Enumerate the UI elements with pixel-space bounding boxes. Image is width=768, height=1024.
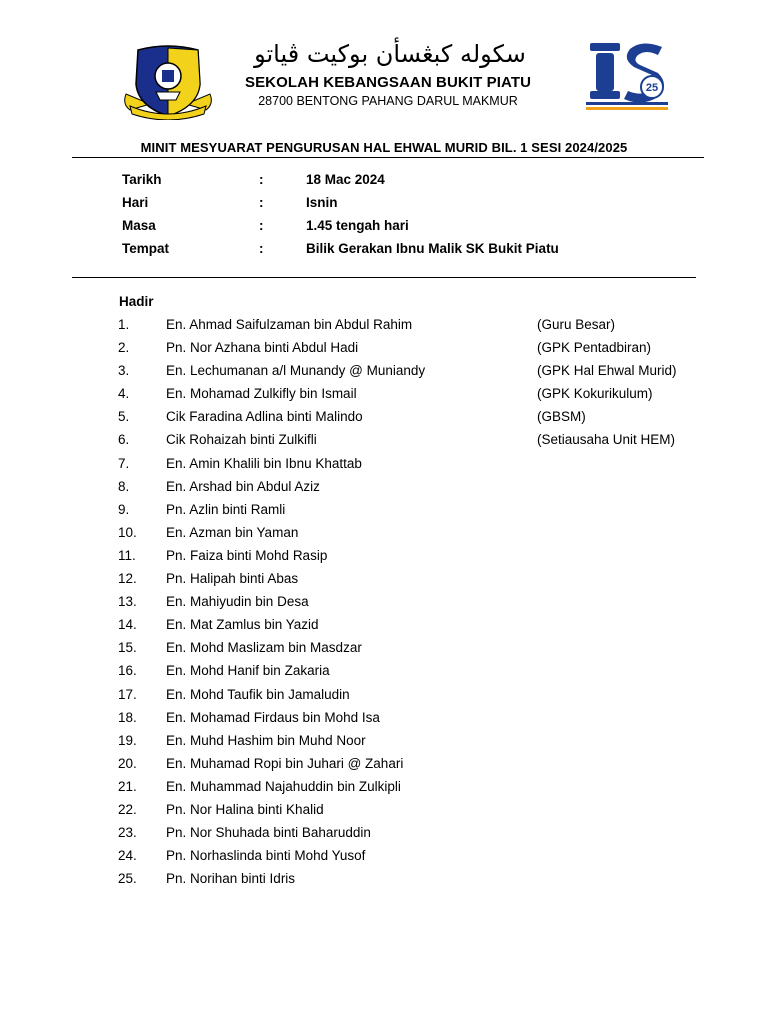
- attendee-name: Pn. Nor Shuhada binti Baharuddin: [166, 825, 371, 841]
- info-value: 1.45 tengah hari: [306, 218, 409, 233]
- attendee-number: 18.: [118, 709, 137, 725]
- attendee-name: En. Arshad bin Abdul Aziz: [166, 478, 320, 494]
- attendee-row: [0, 385, 768, 408]
- attendee-row: [0, 732, 768, 755]
- attendee-row: [0, 686, 768, 709]
- attendee-number: 15.: [118, 640, 137, 656]
- attendee-name: En. Mohd Maslizam bin Masdzar: [166, 640, 362, 656]
- info-colon: :: [259, 172, 264, 187]
- attendee-row: [0, 547, 768, 570]
- attendee-role: (GBSM): [537, 409, 586, 425]
- attendee-number: 16.: [118, 663, 137, 679]
- attendee-row: [0, 431, 768, 454]
- info-label: Hari: [122, 195, 149, 210]
- document-title: MINIT MESYUARAT PENGURUSAN HAL EHWAL MURID BIL. 1 SESI 2024/2025: [140, 140, 628, 155]
- attendee-role: (Guru Besar): [537, 317, 616, 332]
- attendee-number: 9.: [118, 501, 130, 517]
- info-label: Masa: [122, 218, 156, 233]
- attendee-row: [0, 362, 768, 385]
- attendee-name: En. Ahmad Saifulzaman bin Abdul Rahim: [166, 317, 413, 332]
- attendee-row: [0, 616, 768, 639]
- attendee-name: En. Mohamad Zulkifly bin Ismail: [166, 386, 357, 402]
- ts25-program-logo: [584, 41, 670, 111]
- attendee-name: Pn. Azlin binti Ramli: [166, 501, 286, 517]
- attendee-number: 14.: [118, 617, 137, 633]
- attendee-name: En. Azman bin Yaman: [166, 524, 299, 540]
- attendee-row: [0, 801, 768, 824]
- attendee-row: [0, 709, 768, 732]
- school-address: 28700 BENTONG PAHANG DARUL MAKMUR: [258, 94, 518, 108]
- info-colon: :: [259, 195, 264, 210]
- attendee-name: Pn. Nor Azhana binti Abdul Hadi: [166, 340, 359, 356]
- attendee-number: 5.: [118, 409, 130, 425]
- attendee-role: (GPK Hal Ehwal Murid): [537, 363, 677, 379]
- attendee-name: En. Muhammad Najahuddin bin Zulkipli: [166, 778, 401, 794]
- info-value: Isnin: [306, 195, 338, 210]
- attendee-number: 21.: [118, 778, 137, 794]
- attendee-row: [0, 593, 768, 616]
- school-crest-logo: [120, 44, 216, 120]
- attendee-row: [0, 662, 768, 685]
- attendee-row: [0, 316, 768, 339]
- attendee-name: En. Muhamad Ropi bin Juhari @ Zahari: [166, 755, 404, 771]
- attendee-name: En. Mahiyudin bin Desa: [166, 594, 309, 610]
- attendee-row: [0, 408, 768, 431]
- attendee-role: (Setiausaha Unit HEM): [537, 432, 676, 448]
- school-name-jawi: سكوله كبڠسأن بوكيت ڤياتو: [254, 40, 526, 68]
- ts25-logo-text: 25: [645, 82, 659, 94]
- attendee-row: [0, 455, 768, 478]
- attendee-name: Pn. Faiza binti Mohd Rasip: [166, 547, 328, 563]
- info-colon: :: [259, 241, 264, 256]
- title-divider: [72, 157, 704, 158]
- attendee-number: 6.: [118, 432, 130, 448]
- info-label: Tempat: [122, 241, 170, 256]
- attendee-number: 10.: [118, 524, 137, 540]
- attendee-name: Pn. Nor Halina binti Khalid: [166, 801, 324, 817]
- attendee-name: Pn. Norihan binti Idris: [166, 871, 296, 887]
- attendee-row: [0, 755, 768, 778]
- attendee-row: [0, 501, 768, 524]
- attendee-number: 24.: [118, 848, 137, 864]
- attendee-number: 12.: [118, 571, 137, 587]
- attendee-name: Cik Rohaizah binti Zulkifli: [166, 432, 317, 448]
- attendance-list: [0, 316, 768, 893]
- attendee-number: 13.: [118, 594, 137, 610]
- attendee-name: En. Mat Zamlus bin Yazid: [166, 617, 319, 633]
- attendee-number: 20.: [118, 755, 137, 771]
- attendee-row: [0, 870, 768, 893]
- attendee-number: 22.: [118, 801, 137, 817]
- attendee-number: 11.: [118, 547, 136, 563]
- attendee-number: 1.: [118, 317, 130, 332]
- attendee-name: En. Mohd Taufik bin Jamaludin: [166, 686, 350, 702]
- attendee-name: En. Lechumanan a/l Munandy @ Muniandy: [166, 363, 426, 379]
- info-value: 18 Mac 2024: [306, 172, 385, 187]
- attendee-name: En. Mohd Hanif bin Zakaria: [166, 663, 330, 679]
- info-label: Tarikh: [122, 172, 162, 187]
- info-colon: :: [259, 218, 264, 233]
- attendee-number: 17.: [118, 686, 137, 702]
- attendee-row: [0, 847, 768, 870]
- attendee-row: [0, 824, 768, 847]
- school-name: SEKOLAH KEBANGSAAN BUKIT PIATU: [244, 74, 532, 91]
- attendee-number: 8.: [118, 478, 130, 494]
- attendee-number: 4.: [118, 386, 130, 402]
- attendee-number: 2.: [118, 340, 130, 356]
- attendee-number: 23.: [118, 825, 137, 841]
- attendee-name: En. Mohamad Firdaus bin Mohd Isa: [166, 709, 380, 725]
- attendee-number: 25.: [118, 871, 137, 887]
- section-divider: [72, 277, 696, 278]
- attendance-heading: Hadir: [119, 294, 154, 309]
- attendee-name: Pn. Halipah binti Abas: [166, 571, 299, 587]
- attendee-number: 3.: [118, 363, 130, 379]
- attendee-name: Cik Faradina Adlina binti Malindo: [166, 409, 363, 425]
- attendee-name: En. Muhd Hashim bin Muhd Noor: [166, 732, 366, 748]
- attendee-role: (GPK Kokurikulum): [537, 386, 653, 402]
- info-value: Bilik Gerakan Ibnu Malik SK Bukit Piatu: [306, 241, 559, 256]
- attendee-row: [0, 524, 768, 547]
- attendee-name: En. Amin Khalili bin Ibnu Khattab: [166, 455, 362, 471]
- attendee-number: 19.: [118, 732, 137, 748]
- attendee-row: [0, 778, 768, 801]
- attendee-number: 7.: [118, 455, 130, 471]
- attendee-row: [0, 570, 768, 593]
- attendee-row: [0, 478, 768, 501]
- attendee-role: (GPK Pentadbiran): [537, 340, 652, 356]
- attendee-row: [0, 639, 768, 662]
- attendee-name: Pn. Norhaslinda binti Mohd Yusof: [166, 848, 366, 864]
- attendee-row: [0, 339, 768, 362]
